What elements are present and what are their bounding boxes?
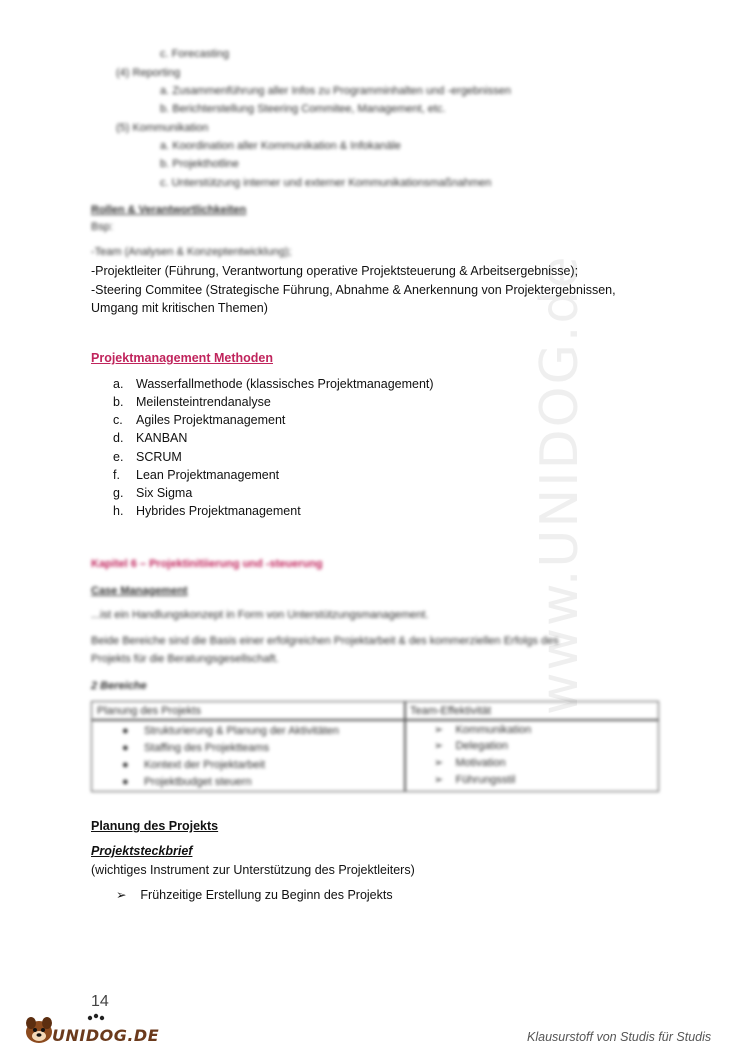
table-divider	[404, 702, 406, 791]
list-marker: a.	[113, 377, 124, 391]
case-heading: Case Management	[91, 585, 188, 597]
footer-tagline: Klausurstoff von Studis für Studis	[527, 1030, 712, 1044]
methods-heading: Projektmanagement Methoden	[91, 351, 273, 365]
outline-line: c. Forecasting	[160, 48, 230, 60]
table-header: Planung des Projekts	[97, 705, 201, 717]
list-item	[113, 448, 182, 466]
outline-line: b. Projekthotline	[160, 158, 239, 170]
list-item	[113, 466, 279, 484]
roles-steering: -Steering Commitee (Strategische Führung, Abnahme & Anerkennung von Projektergebnissen,	[91, 283, 616, 297]
page-number: 14	[91, 993, 109, 1010]
planning-description: (wichtiges Instrument zur Unterstützung des Projektleiters)	[91, 863, 415, 877]
roles-heading: Rollen & Verantwortlichkeiten	[91, 204, 247, 216]
outline-line: a. Zusammenführung aller Infos zu Programminhalten und -ergebnissen	[160, 85, 511, 97]
planning-bullet: ➢ Frühzeitige Erstellung zu Beginn des Projekts	[116, 888, 393, 902]
list-item	[113, 484, 192, 502]
roles-team: -Team (Analysen & Konzeptentwicklung);	[91, 246, 292, 258]
list-label: KANBAN	[136, 431, 188, 445]
roles-steering-cont: Umgang mit kritischen Themen)	[91, 301, 268, 315]
table-cell: ● Strukturierung & Planung der Aktivitäten	[122, 725, 339, 737]
areas-table	[91, 701, 659, 792]
two-areas-label: 2 Bereiche	[91, 680, 147, 692]
table-header: Team-Effektivität	[410, 705, 492, 717]
list-item	[113, 429, 187, 447]
table-cell: ➢ Führungsstil	[434, 774, 516, 786]
list-label: Agiles Projektmanagement	[136, 413, 286, 427]
watermark: www.UNIDOG.de	[530, 254, 590, 715]
planning-subheading: Projektsteckbrief	[91, 844, 193, 858]
outline-line: (5) Kommunikation	[116, 122, 209, 134]
list-label: Meilensteintrendanalyse	[136, 395, 271, 409]
table-cell: ➢ Kommunikation	[434, 724, 532, 736]
chapter-heading: Kapitel 6 – Projektinitiierung und -steuerung	[91, 558, 323, 570]
outline-line: a. Koordination aller Kommunikation & Infokanäle	[160, 140, 401, 152]
list-marker: c.	[113, 413, 123, 427]
list-label: SCRUM	[136, 450, 182, 464]
list-item	[113, 375, 434, 393]
list-label: Hybrides Projektmanagement	[136, 504, 301, 518]
table-cell: ● Projektbudget steuern	[122, 776, 252, 788]
list-label: Six Sigma	[136, 486, 193, 500]
logo-text: UNIDOG.DE	[52, 1026, 160, 1045]
roles-leader: -Projektleiter (Führung, Verantwortung operative Projektsteuerung & Arbeitsergebnisse);	[91, 264, 579, 278]
list-label: Wasserfallmethode (klassisches Projektmanagement)	[136, 377, 434, 391]
table-cell: ➢ Delegation	[434, 740, 509, 752]
outline-line: (4) Reporting	[116, 67, 181, 79]
list-item	[113, 411, 285, 429]
list-marker: h.	[113, 504, 124, 518]
list-label: Lean Projektmanagement	[136, 468, 280, 482]
case-paragraph: Projekts für die Beratungsgesellschaft.	[91, 653, 279, 665]
table-cell: ● Kontext der Projektarbeit	[122, 759, 266, 771]
case-paragraph: Beide Bereiche sind die Basis einer erfolgreichen Projektarbeit & des kommerziellen Erfolgs des	[91, 635, 559, 647]
list-marker: g.	[113, 486, 124, 500]
roles-sub: Bsp:	[91, 221, 114, 233]
planning-heading: Planung des Projekts	[91, 819, 219, 833]
outline-line: c. Unterstützung interner und externer Kommunikationsmaßnahmen	[160, 177, 492, 189]
list-marker: d.	[113, 431, 124, 445]
list-item	[113, 502, 301, 520]
list-marker: e.	[113, 450, 124, 464]
table-cell: ➢ Motivation	[434, 757, 506, 769]
list-marker: f.	[113, 468, 120, 482]
arrow-bullet-icon: ➢	[116, 888, 127, 902]
list-marker: b.	[113, 395, 124, 409]
case-paragraph: ...ist ein Handlungskonzept in Form von Unterstützungsmanagement.	[91, 609, 429, 621]
list-item	[113, 393, 271, 411]
table-cell: ● Staffing des Projektteams	[122, 742, 270, 754]
outline-line: b. Berichterstellung Steering Commitee, Management, etc.	[160, 103, 446, 115]
